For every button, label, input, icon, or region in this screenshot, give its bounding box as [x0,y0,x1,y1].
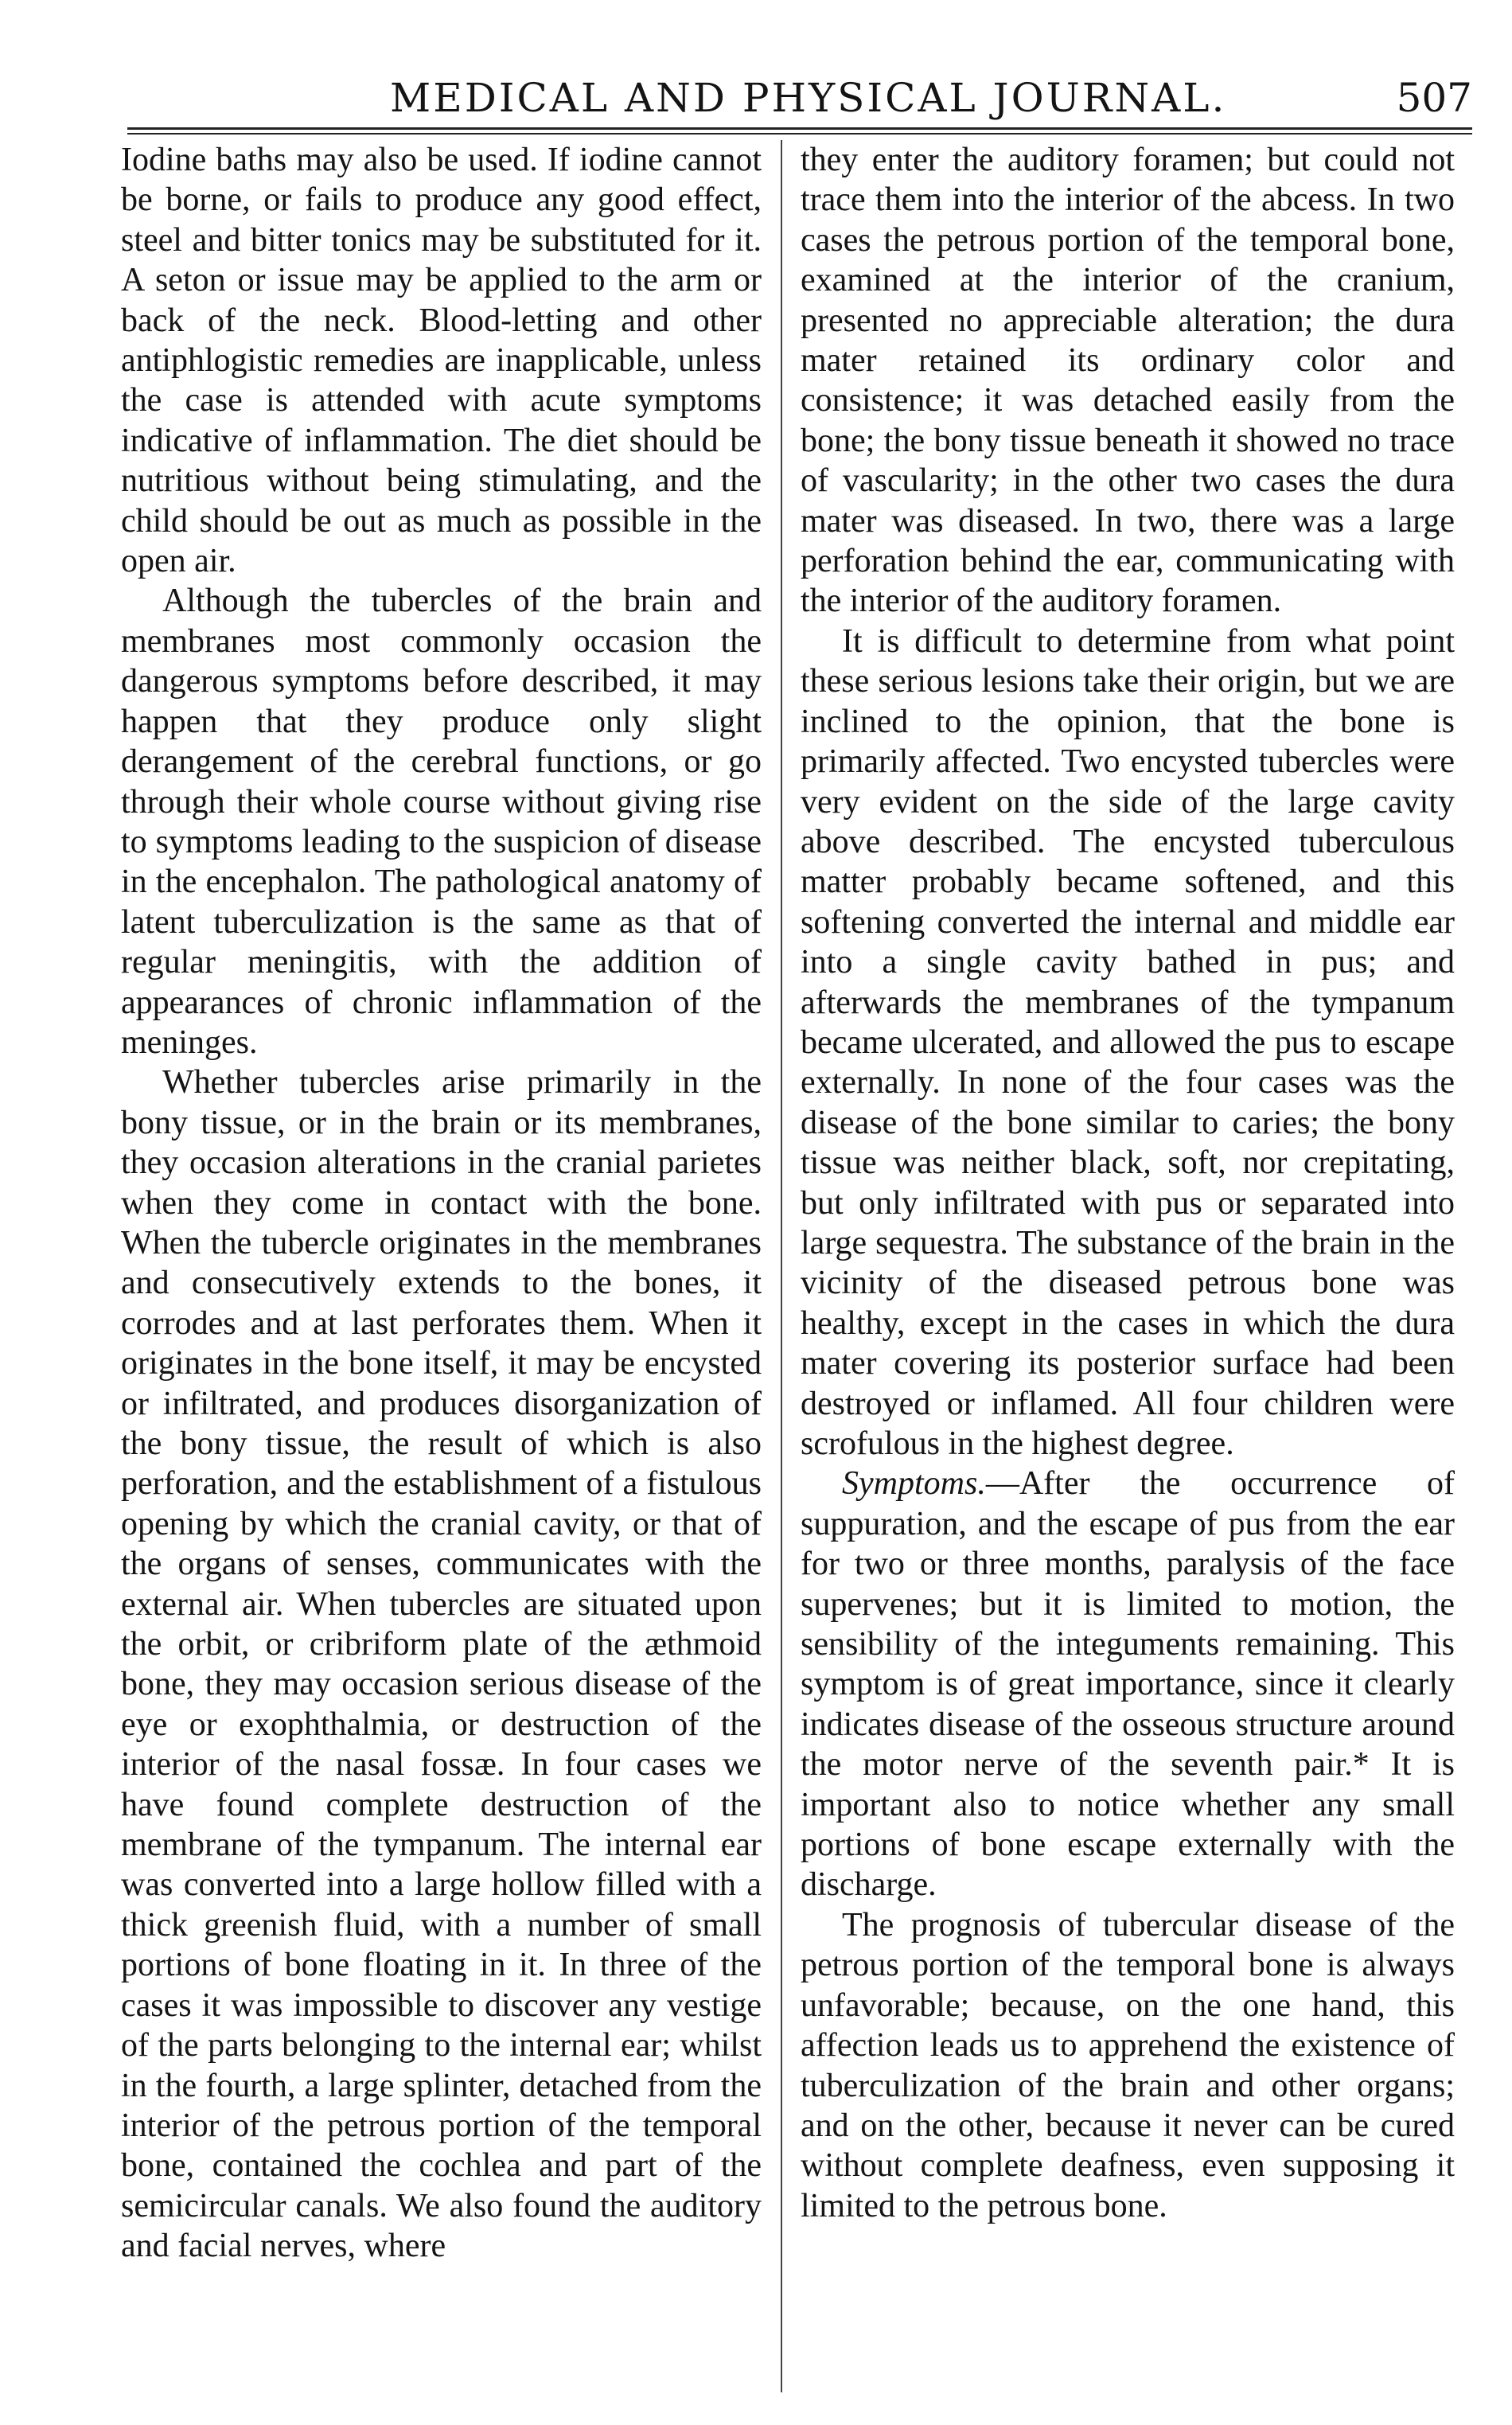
left-column [121,140,762,2267]
header-rule-bottom [127,133,1472,135]
column-divider [781,140,782,2392]
paragraph: It is difficult to determine from what point these serious lesions take their origin, but we are inclined to the opinion, that the bone is primarily affected. Two encysted tubercles were very evident on the side of the large cavity above described. The encysted tuberculous matter probably became softened, and this softening converted the internal and middle ear into a single cavity bathed in pus; and afterwards the membranes of the tympanum became ulcerated, and allowed the pus to escape externally. In none of the four cases was the disease of the bone similar to caries; the bony tissue was neither black, soft, nor crepitating, but only infiltrated with pus or separated into large sequestra. The substance of the brain in the vicinity of the diseased petrous bone was healthy, except in the cases in which the dura mater covering its posterior surface had been destroyed or inflamed. All four children were scrofulous in the highest degree. [801,622,1455,1462]
journal-title: MEDICAL AND PHYSICAL JOURNAL. [390,75,1227,121]
paragraph: Although the tubercles of the brain and membranes most commonly occasion the dangerous symptoms before described, it may happen that they produce only slight derangement of the cerebral functions, or go through their whole course without giving rise to symptoms leading to the suspicion of disease in the encephalon. The pathological anatomy of latent tuberculization is the same as that of regular meningitis, with the addition of appearances of chronic inflammation of the meninges. [121,583,762,1061]
page-number: 507 [1396,75,1472,121]
header-rule-top [127,127,1472,130]
paragraph: Iodine baths may also be used. If iodine cannot be borne, or fails to produce any good effect, steel and bitter tonics may be substituted for it. A seton or issue may be applied to the arm or back of the neck. Blood-letting and other antiphlogistic remedies are inapplicable, unless the case is attended with acute symptoms indicative of inflammation. The diet should be nutritious without being stimulating, and the child should be out as much as possible in the open air. [121,142,762,580]
prognosis-paragraph: The prognosis of tubercular disease of the petrous portion of the temporal bone is always unfavorable; because, on the one hand, this affection leads us to apprehend the existence of tuberculization of the brain and other organs; and on the other, because it never can be cured without complete deafness, even supposing it limited to the petrous bone. [801,1906,1455,2224]
paragraph: Whether tubercles arise primarily in the bony tissue, or in the brain or its membranes, they occasion alterations in the cranial parietes when they come in contact with the bone. When the tubercle originates in the membranes and consecutively extends to the bones, it corrodes and at last perforates them. When it originates in the bone itself, it may be encysted or infiltrated, and produces disorganization of the bony tissue, the result of which is also perforation, and the establishment of a fistulous opening by which the cranial cavity, or that of the organs of senses, communicates with the external air. When tubercles are situated upon the orbit, or cribriform plate of the æthmoid bone, they may occasion serious disease of the eye or exophthalmia, or destruction of the interior of the nasal fossæ. In four cases we have found complete destruction of the membrane of the tympanum. The internal ear was converted into a large hollow filled with a thick greenish fluid, with a number of small portions of bone floating in it. In three of the cases it was impossible to discover any vestige of the parts belonging to the internal ear; whilst in the fourth, a large splinter, detached from the interior of the petrous portion of the temporal bone, contained the cochlea and part of the semicircular canals. We also found the auditory and facial nerves, where [121,1064,762,2265]
right-column [801,140,1455,2226]
symptoms-paragraph [801,1464,1455,1905]
running-header [127,73,1472,121]
paragraph-continuation: they enter the auditory foramen; but could not trace them into the interior of the abcess. In two cases the petrous portion of the temporal bone, examined at the interior of the cranium, presented no appreciable alteration; the dura mater retained its ordinary color and consistence; it was detached easily from the bone; the bony tissue beneath it showed no trace of vascularity; in the other two cases the dura mater was diseased. In two, there was a large perforation behind the ear, communicating with the interior of the auditory foramen. [801,142,1455,620]
symptoms-heading: Symptoms. [842,1465,986,1503]
symptoms-text: —After the occurrence of suppuration, and the escape of pus from the ear for two or three months, paralysis of the face supervenes; but it is limited to motion, the sensibility of the integuments remaining. This symptom is of great importance, since it clearly indicates disease of the osseous structure around the motor nerve of the seventh pair.* It is important also to notice whether any small portions of bone escape externally with the discharge. [801,1465,1455,1904]
